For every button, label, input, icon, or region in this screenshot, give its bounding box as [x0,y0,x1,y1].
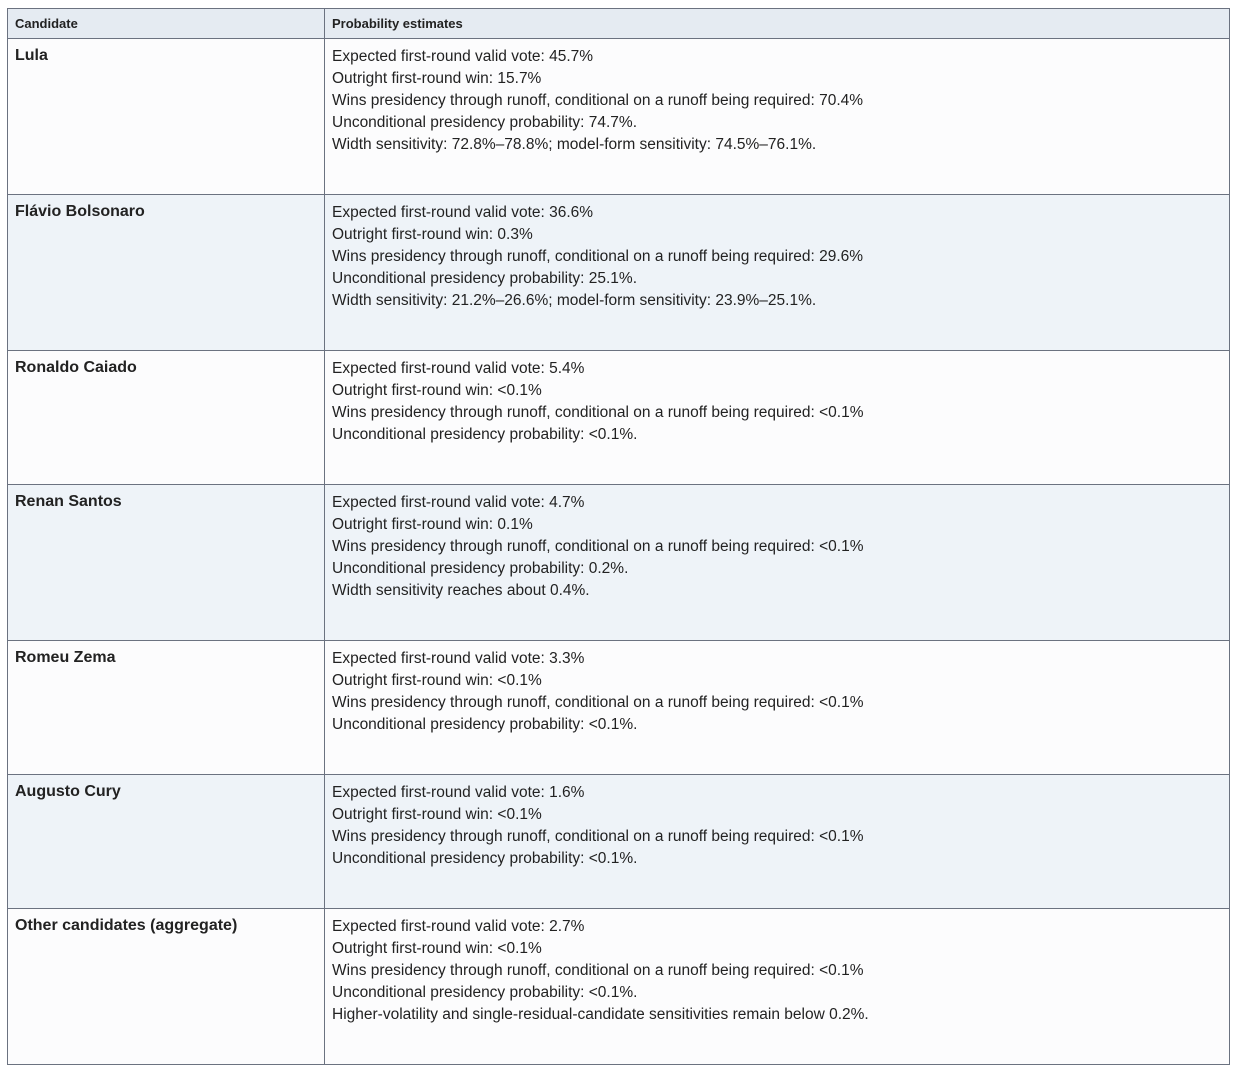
estimate-line: Wins presidency through runoff, conditional on a runoff being required: <0.1% [332,404,864,421]
estimate-line: Wins presidency through runoff, conditional on a runoff being required: <0.1% [332,694,864,711]
estimate-line: Unconditional presidency probability: 25.1%. [332,270,638,287]
candidate-name: Romeu Zema [15,649,116,666]
candidate-cell [8,485,325,640]
estimate-line: Outright first-round win: <0.1% [332,672,542,689]
table-row [8,484,1229,640]
estimate-line: Outright first-round win: 15.7% [332,70,542,87]
estimate-line: Wins presidency through runoff, conditional on a runoff being required: 29.6% [332,248,864,265]
estimate-line: Width sensitivity: 21.2%–26.6%; model-form sensitivity: 23.9%–25.1%. [332,292,817,309]
candidate-cell [8,775,325,908]
estimate-line: Unconditional presidency probability: 0.2%. [332,560,629,577]
candidate-cell [8,909,325,1064]
table-row [8,194,1229,350]
estimates-cell [325,195,1229,350]
estimate-line: Outright first-round win: 0.3% [332,226,533,243]
estimates-cell [325,485,1229,640]
candidate-cell [8,641,325,774]
estimate-line: Unconditional presidency probability: 74.7%. [332,114,638,131]
header-candidate: Candidate [8,9,325,38]
estimates-cell [325,641,1229,774]
candidate-name: Lula [15,47,48,64]
estimate-line: Expected first-round valid vote: 36.6% [332,204,594,221]
estimate-line: Outright first-round win: <0.1% [332,806,542,823]
table-row [8,774,1229,908]
estimate-line: Expected first-round valid vote: 4.7% [332,494,585,511]
estimate-line: Expected first-round valid vote: 45.7% [332,48,594,65]
estimate-line: Unconditional presidency probability: <0.1%. [332,984,638,1001]
table-header-row [8,9,1229,38]
estimate-line: Expected first-round valid vote: 3.3% [332,650,585,667]
candidate-name: Flávio Bolsonaro [15,203,145,220]
estimate-line: Outright first-round win: <0.1% [332,382,542,399]
estimates-cell [325,39,1229,194]
candidate-name: Ronaldo Caiado [15,359,137,376]
estimate-line: Expected first-round valid vote: 2.7% [332,918,585,935]
probability-table [7,8,1230,1065]
estimate-line: Wins presidency through runoff, conditional on a runoff being required: <0.1% [332,538,864,555]
table-row [8,38,1229,194]
estimate-line: Expected first-round valid vote: 1.6% [332,784,585,801]
estimate-line: Width sensitivity reaches about 0.4%. [332,582,590,599]
candidate-cell [8,39,325,194]
estimates-cell [325,351,1229,484]
estimates-cell [325,909,1229,1064]
candidate-name: Other candidates (aggregate) [15,917,238,934]
candidate-name: Augusto Cury [15,783,121,800]
estimate-line: Wins presidency through runoff, conditional on a runoff being required: 70.4% [332,92,864,109]
estimate-line: Outright first-round win: <0.1% [332,940,542,957]
estimate-line: Higher-volatility and single-residual-candidate sensitivities remain below 0.2%. [332,1006,869,1023]
estimate-line: Unconditional presidency probability: <0.1%. [332,426,638,443]
candidate-cell [8,351,325,484]
estimate-line: Outright first-round win: 0.1% [332,516,533,533]
header-estimates: Probability estimates [332,16,463,31]
estimate-line: Wins presidency through runoff, conditional on a runoff being required: <0.1% [332,828,864,845]
estimate-line: Unconditional presidency probability: <0.1%. [332,716,638,733]
table-row [8,350,1229,484]
candidate-name: Renan Santos [15,493,122,510]
candidate-cell [8,195,325,350]
estimate-line: Width sensitivity: 72.8%–78.8%; model-form sensitivity: 74.5%–76.1%. [332,136,817,153]
table-row [8,640,1229,774]
estimate-line: Wins presidency through runoff, conditional on a runoff being required: <0.1% [332,962,864,979]
estimate-line: Unconditional presidency probability: <0.1%. [332,850,638,867]
table-row [8,908,1229,1064]
estimates-cell [325,775,1229,908]
estimate-line: Expected first-round valid vote: 5.4% [332,360,585,377]
